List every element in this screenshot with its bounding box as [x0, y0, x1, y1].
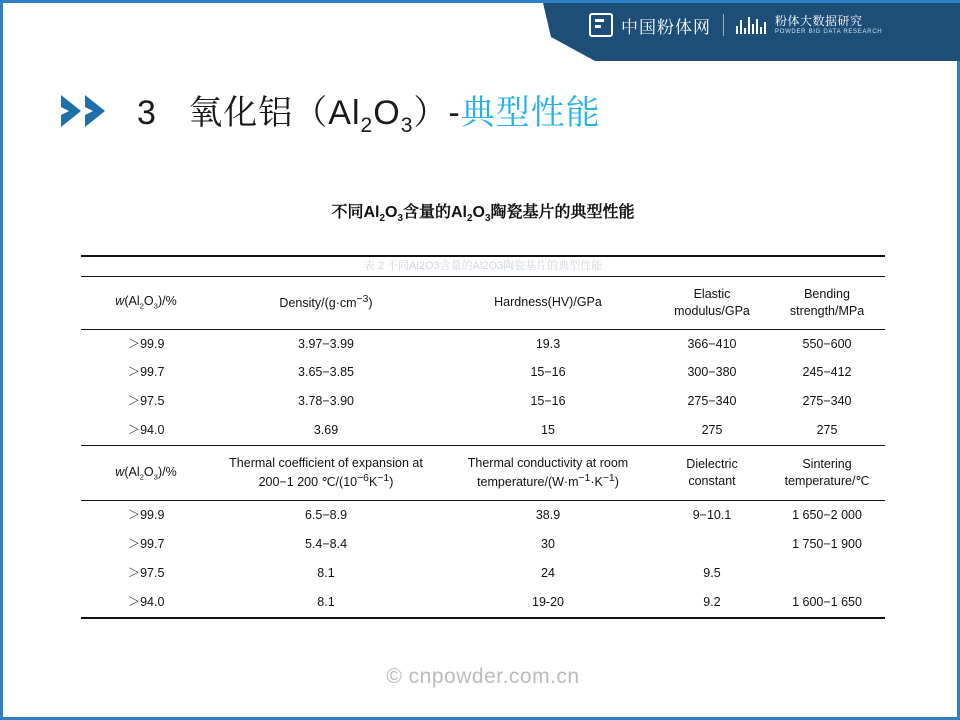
table1-header-row [81, 276, 885, 329]
ghost-title-row [81, 256, 885, 276]
caption-part-1: 不同Al [331, 204, 380, 221]
brand-sub [775, 15, 882, 36]
cell: ＞99.7 [127, 365, 165, 380]
table-row [81, 530, 885, 559]
caption-sub-4: 3 [484, 213, 491, 225]
cell: 24 [541, 565, 555, 580]
watermark: © cnpowder.com.cn [386, 665, 580, 688]
cell: 275 [816, 423, 838, 438]
title-main-prefix: 氧化铝（Al [188, 94, 361, 132]
ghost-title: 表 2 不同Al2O3含量的Al2O3陶瓷基片的典型性能 [81, 256, 885, 276]
th-w-al2o3-2: $w(Al_2O_3)/\%$ [81, 446, 211, 501]
cell: 550−600 [769, 329, 885, 358]
cell: 15−16 [530, 394, 566, 409]
brand-sub-en: POWDER BIG DATA RESEARCH [775, 29, 883, 36]
th-dielectric-constant: Dielectric constant [655, 446, 769, 501]
caption-sub-1: 2 [379, 213, 386, 225]
cell: 275 [701, 423, 723, 438]
title-sub-2: 3 [400, 113, 414, 137]
cell: 15 [541, 423, 555, 438]
sound-wave-icon [736, 16, 768, 34]
caption-part-3: 含量的Al [402, 204, 467, 221]
title-highlight: 典型性能 [460, 94, 601, 132]
cell: 3.78−3.90 [298, 394, 354, 409]
th-density: Density/$(g\cdot cm^{-3})$ [211, 276, 441, 329]
cell: ＞99.9 [81, 329, 211, 358]
cell: ＞97.5 [127, 565, 165, 580]
cnpowder-logo-icon [589, 13, 613, 37]
th-w-al2o3: $w(Al_2O_3)/\%$ [81, 276, 211, 329]
table-row [81, 588, 885, 618]
caption-sub-2: 3 [397, 213, 403, 225]
cell: 1 750−1 900 [792, 536, 862, 551]
cell: 19-20 [441, 588, 655, 618]
table-caption [3, 199, 960, 224]
cell: ＞99.9 [81, 501, 211, 530]
table-row [81, 559, 885, 588]
cell [769, 559, 885, 588]
table-row [81, 501, 885, 530]
cell: 275−340 [802, 394, 852, 409]
cell: 9−10.1 [655, 501, 769, 530]
table-upper [81, 255, 885, 619]
cell: 6.5−8.9 [211, 501, 441, 530]
caption-part-2: O [385, 204, 398, 221]
title-sub-1: 2 [360, 113, 374, 137]
header-banner [543, 3, 960, 61]
table-row [81, 416, 885, 445]
caption-part-4: O [472, 204, 485, 221]
cell: 3.97−3.99 [211, 329, 441, 358]
cell: ＞94.0 [81, 588, 211, 618]
th-elastic-modulus: Elastic modulus/GPa [655, 276, 769, 329]
cell: ＞97.5 [127, 394, 165, 409]
cell: 8.1 [211, 588, 441, 618]
th-sintering-temperature: Sintering temperature/℃ [769, 446, 885, 501]
cell: 38.9 [441, 501, 655, 530]
table-row [81, 387, 885, 416]
cell: 300−380 [687, 365, 737, 380]
th-bending-strength: Bending strength/MPa [769, 276, 885, 329]
slide-title [59, 85, 601, 138]
cell [655, 530, 769, 559]
th-thermal-expansion: Thermal coefficient of expansion at 200−1 200 $℃/(10^{-6}K^{-1})$ [211, 446, 441, 501]
cell: 15−16 [530, 365, 566, 380]
title-number: 3 [137, 94, 157, 132]
properties-table [81, 255, 885, 619]
table-row [81, 358, 885, 387]
brand-name: 中国粉体网 [621, 17, 711, 37]
cell: 19.3 [441, 329, 655, 358]
cell: 8.1 [317, 565, 335, 580]
cell: ＞94.0 [127, 423, 165, 438]
cell: 9.2 [655, 588, 769, 618]
caption-part-5: 陶瓷基片的典型性能 [490, 204, 635, 221]
th-hardness: Hardness(HV)/GPa [441, 276, 655, 329]
page-title [137, 85, 601, 138]
cell: 3.65−3.85 [298, 365, 354, 380]
cell: 9.5 [703, 565, 721, 580]
caption-sub-3: 2 [467, 213, 473, 225]
cell: 30 [541, 536, 555, 551]
cell: 1 600−1 650 [769, 588, 885, 618]
table-row [81, 329, 885, 358]
banner-content [543, 3, 960, 47]
cell: 5.4−8.4 [304, 536, 348, 551]
banner-divider [723, 14, 724, 36]
cell: ＞99.7 [127, 536, 165, 551]
cell: 1 650−2 000 [769, 501, 885, 530]
cell: 245−412 [802, 365, 852, 380]
brand-sub-cn: 粉体大数据研究 [775, 13, 863, 28]
cell: 3.69 [313, 423, 339, 438]
double-chevron-right-icon [59, 91, 115, 131]
table2-header-row [81, 446, 885, 501]
cell: 275−340 [687, 394, 737, 409]
th-thermal-conductivity: Thermal conductivity at room temperature/$(W\cdot m^{-1}\cdot K^{-1})$ [441, 446, 655, 501]
title-main-mid: O [373, 94, 401, 132]
cell: 366−410 [655, 329, 769, 358]
title-main-suffix: ）- [413, 94, 461, 132]
